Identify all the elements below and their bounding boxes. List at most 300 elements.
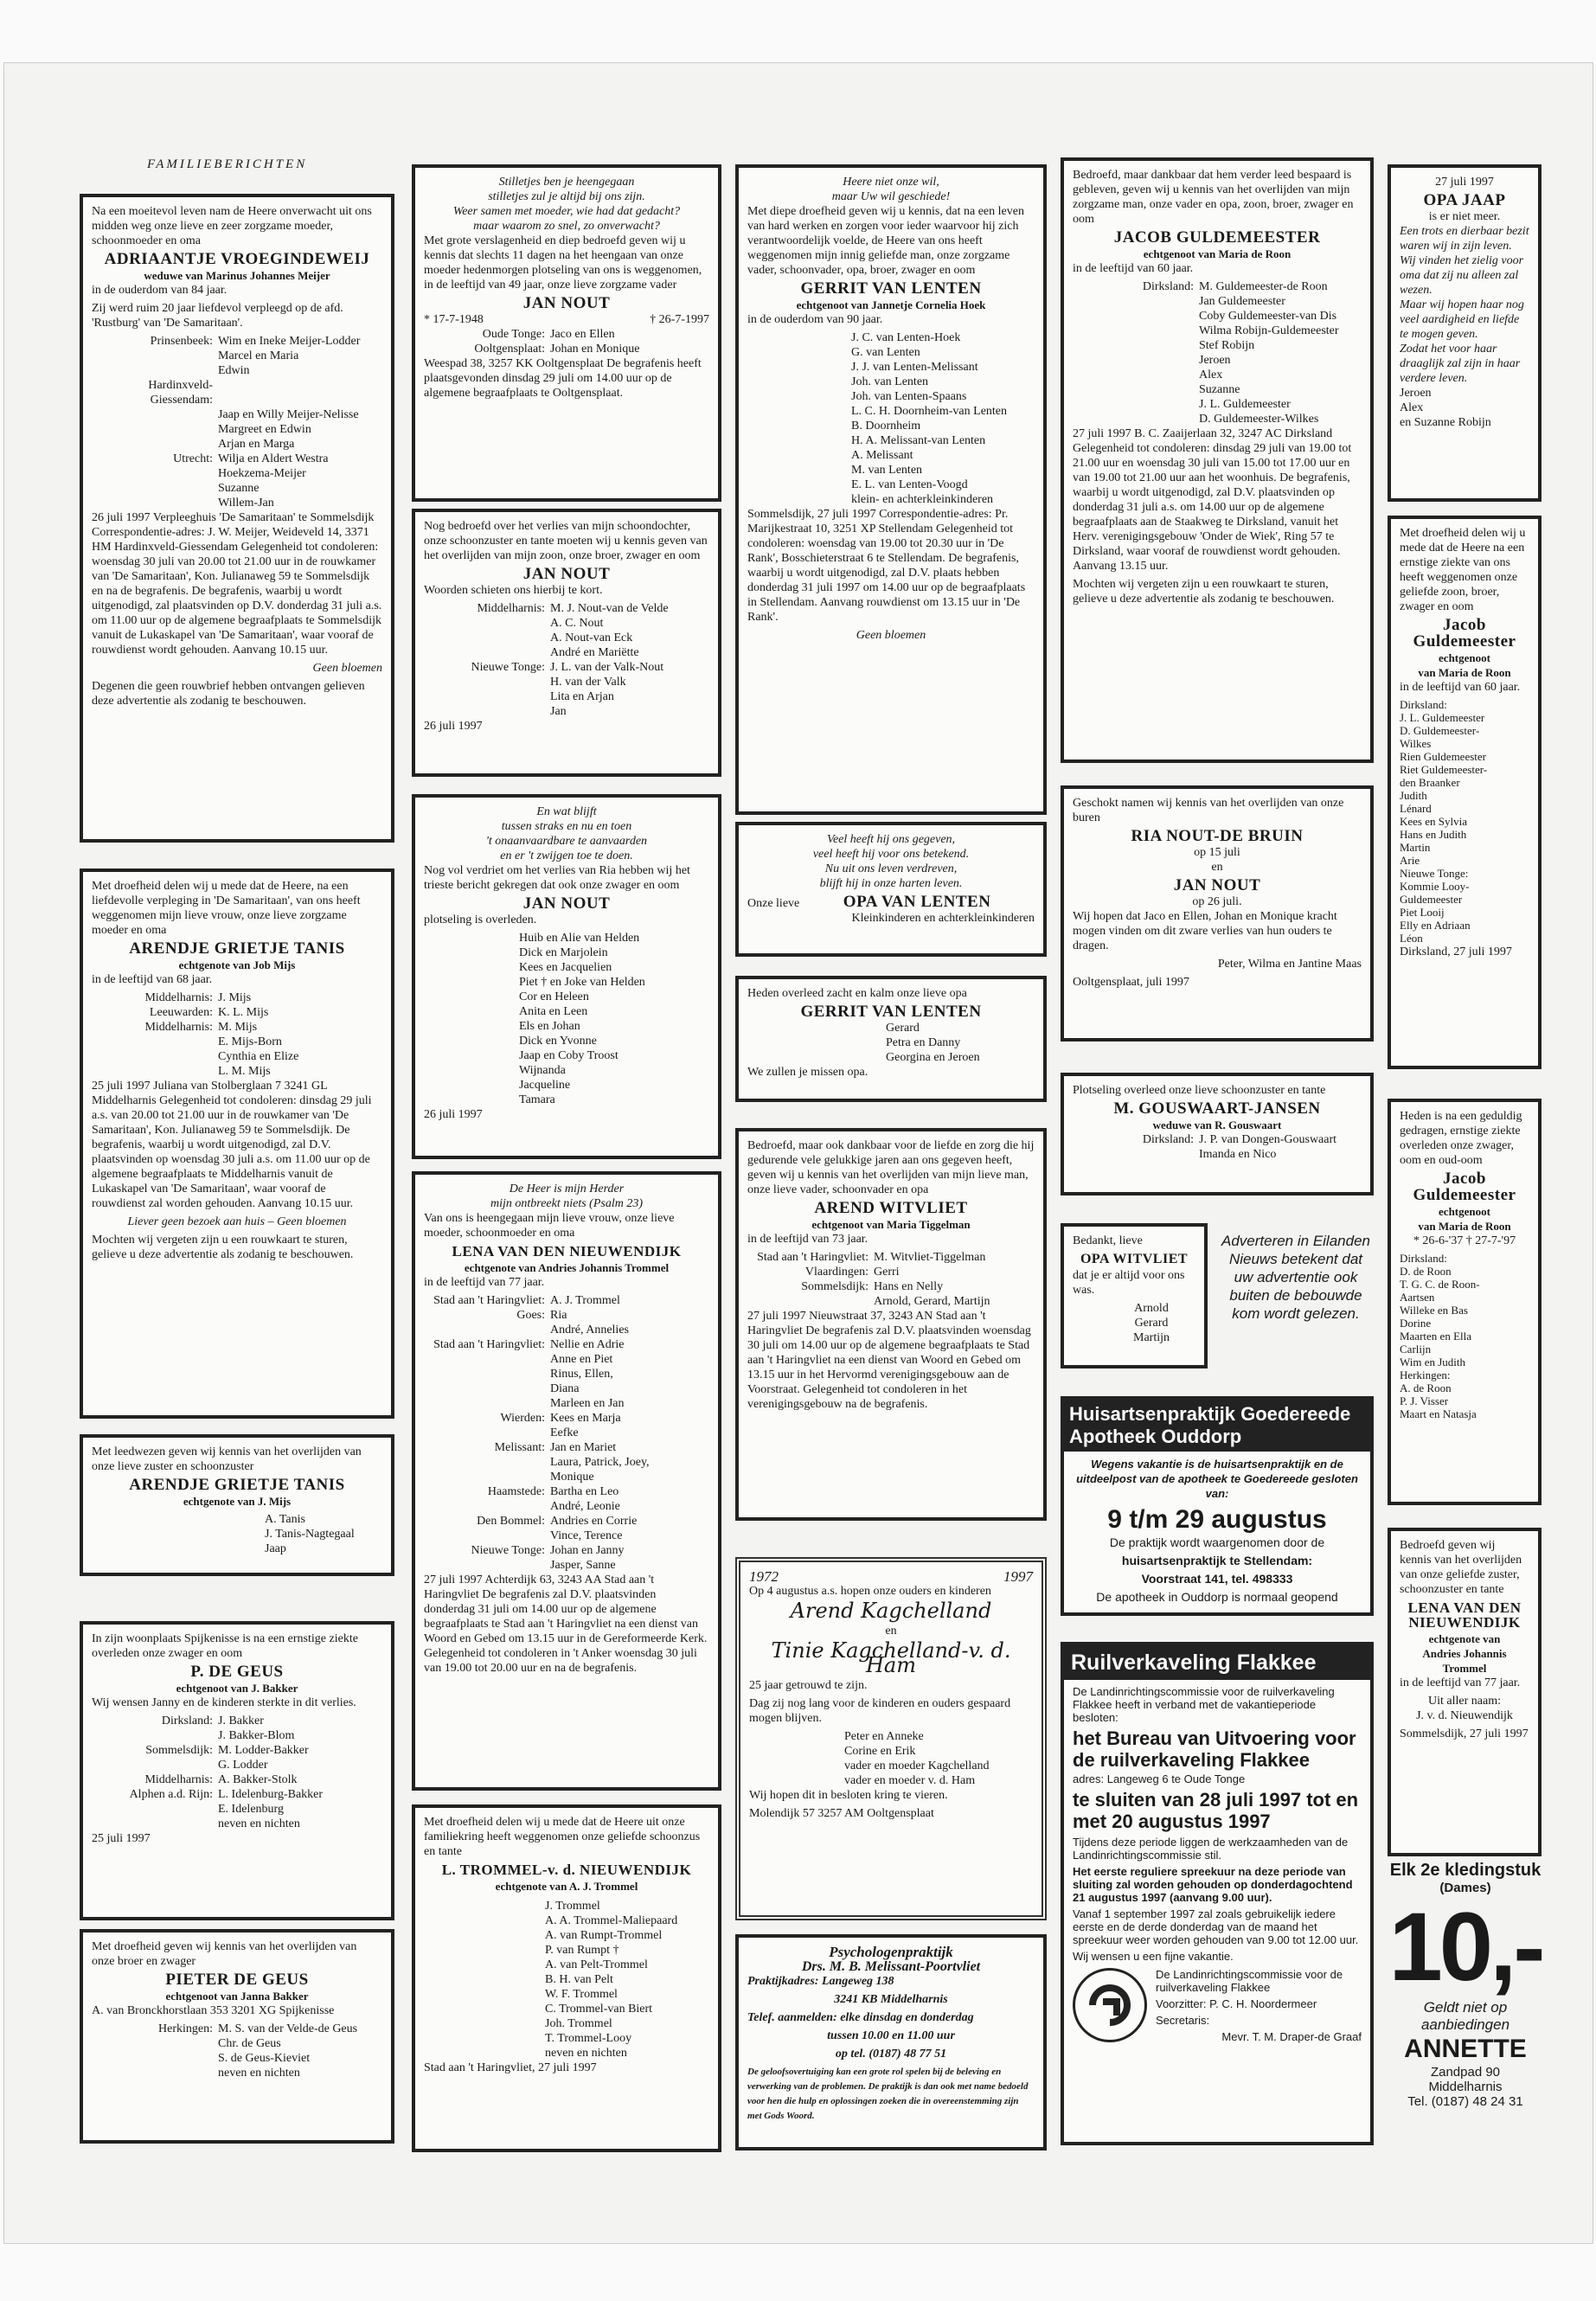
place-label: Wierden: [500,1412,545,1425]
person-name: Jeroen [1199,354,1231,367]
poem [424,804,709,863]
list-item: Veel heeft hij ons gegeven, [826,833,956,846]
replacement-address: Voorstraat 141, tel. 498333 [1141,1572,1293,1586]
person-name: Nellie en Adrie [550,1338,625,1351]
person-name [218,378,382,407]
family-line: Peter, Wilma en Jantine Maas [1217,958,1362,971]
person-name: Monique [550,1471,594,1484]
family-row [424,1367,709,1381]
vacation-wish: Wij wensen u een fijne vakantie. [1073,1950,1234,1963]
list-item: Martijn [1133,1331,1170,1344]
family-row [92,1787,382,1802]
person-name: Suzanne [1199,383,1240,396]
place-label [1073,294,1199,309]
offer-note: Geldt niet op aanbiedingen [1420,1999,1510,2033]
person-name: J. P. van Dongen-Gouswaart [1199,1133,1337,1146]
family-row [92,990,382,1005]
body-text: 26 juli 1997 Verpleeghuis 'De Samaritaan' te Sommelsdijk Correspondentie-adres: J. W. Meijer, Weideveld 14, 3371 HM Hardinxveld-Giessendam Gelegenheid tot condoleren: woensdag 30 juli van 20.00 tot 21.00 uur in de rouwkamer van 'De Samaritaan', Kon. Julianaweg 59 te Sommelsdijk en na de begrafenis. De begrafenis, waarbij u wordt uitgenodigd, zal plaatsvinden op D.V. donderdag 31 juli a.s. om 11.00 uur op de algemene begraafplaats te Sommelsdijk vanuit de Lukaskapel van 'De Samaritaan', waar vooraf de rouwdienst wordt gehouden. Aanvang 10.15 uur. [92,511,382,657]
intro-text: Met grote verslagenheid en diep bedroefd geven wij u kennis dat slechts 11 dagen na het heengaan van onze moeder hedenmorgen plotseling van ons is weggenomen, in de leeftijd van 49 jaar, onze lieve zorgzame vader [424,234,702,292]
place-label: Middelharnis: [144,991,213,1004]
family-row [1073,368,1362,382]
family-row [92,1005,382,1020]
family-list [1400,1252,1529,1420]
place-label: Sommelsdijk: [801,1280,869,1293]
deceased-name: L. TROMMEL-v. d. NIEUWENDIJK [441,1862,692,1878]
family-list [92,1714,382,1831]
family-list [545,1899,709,2061]
person-name: Coby Guldemeester-van Dis [1199,310,1337,323]
family-row [92,2036,382,2051]
intro-text: Nog bedroefd over het verlies van mijn schoondochter, onze schoonzuster en tante moeten wij u kennis geven van het overlijden van mijn zoon, onze broer, zwager en oom [424,520,708,562]
list-item: En wat blijft [536,805,597,818]
list-item: T. Trommel-Looy [545,2032,632,2045]
place-label [1073,412,1199,426]
family-row [92,1728,382,1743]
deceased-name: JAN NOUT [522,565,611,583]
place-label [92,1035,218,1049]
list-item: den Braanker [1400,776,1460,789]
place-label [92,466,218,481]
first-name: Jacob [1443,1170,1486,1188]
intro-text: Met leedwezen geven wij kennis van het overlijden van onze lieve zuster en schoonzuster [92,1445,362,1473]
spouse-line: echtgenoot van Maria Tiggelman [811,1218,971,1231]
person-name: S. de Geus-Kieviet [218,2052,311,2065]
work-note: Tijdens deze periode liggen de werkzaamheden van de Landinrichtingscommissie stil. [1073,1836,1349,1862]
person-name: Jan Guldemeester [1199,295,1285,308]
intro-text: In zijn woonplaats Spijkenisse is na een ernstige ziekte overleden onze zwager en oom [92,1632,358,1660]
family-list [747,1250,1035,1309]
list-item: Dirksland: [1400,698,1447,711]
list-item: klein- en achterkleinkinderen [851,493,994,506]
family-row [92,2022,382,2036]
spouse-name-2: Trommel [1442,1662,1487,1675]
office-heading: het Bureau van Uitvoering voor de ruilverkaveling Flakkee [1073,1727,1356,1771]
list-item: vader en moeder Kagchelland [844,1759,990,1772]
family-row [92,466,382,481]
address-line-2: 3241 KB Middelharnis [834,1993,948,2006]
person-name: M. Lodder-Bakker [218,1744,309,1757]
family-list [1107,1301,1195,1345]
list-item: J. Tanis-Nagtegaal [265,1528,355,1541]
list-item: B. Doornheim [851,420,921,433]
age-line: in de ouderdom van 90 jaar. [747,313,883,326]
place-label: Sommelsdijk: [145,1744,213,1757]
footer-text: De geloofsovertuiging kan een grote rol spelen bij de beleving en verwerking van de problemen. De praktijk is dan ook met name bedoeld voor hen die hulp en oplossingen zoeken die in overeenstemming zijn met Gods Woord. [747,2067,1029,2121]
office-address: adres: Langeweg 6 te Oude Tonge [1073,1772,1246,1785]
family-row [92,334,382,349]
year-end: 1997 [1003,1568,1033,1585]
family-row [424,675,709,689]
place-label [1073,324,1199,338]
spouse-label: echtgenoot [1439,651,1490,664]
last-name: Guldemeester [1413,632,1516,651]
family-row [424,1381,709,1396]
place-label [424,1558,550,1573]
list-item: Heere niet onze wil, [843,176,939,189]
list-item: J. L. Guldemeester [1400,711,1485,724]
person-name: Eefke [550,1426,579,1439]
person-name: J. Mijs [218,991,252,1004]
family-row [1073,1147,1362,1162]
person-name: M. S. van der Velde-de Geus [218,2022,358,2035]
age-line: in de leeftijd van 77 jaar. [424,1276,545,1289]
family-row [92,378,382,407]
place-label [92,2036,218,2051]
family-row [92,1049,382,1064]
body-text: dat je er altijd voor ons was. [1073,1269,1185,1297]
flowers-note: Geen bloemen [312,662,382,675]
family-row [92,1035,382,1049]
last-name: Guldemeester [1413,1186,1516,1204]
date-1: op 15 juli [1194,846,1240,859]
name-2: JAN NOUT [1173,876,1261,894]
person-name: Jan [550,705,567,718]
place-label [92,1728,218,1743]
place-label [424,704,550,719]
place-label [92,2066,218,2080]
list-item: Nu uit ons leven verdreven, [824,862,958,875]
notice-opa-witvliet [1061,1223,1208,1368]
list-item: Guldemeester [1400,893,1463,906]
family-row [92,1714,382,1728]
list-item: D. Guldemeester- [1400,724,1480,737]
obituary-jacob-guldemeester [1061,157,1374,763]
spouse-line: echtgenoot van J. Bakker [176,1682,298,1695]
list-item: Dirksland: [1400,1252,1447,1265]
list-item: J. Trommel [545,1900,600,1913]
address-line-2: Middelharnis [1428,2080,1503,2094]
place-label: Dirksland: [161,1715,213,1727]
family-row [1073,294,1362,309]
list-item: Weer samen met moeder, wie had dat gedacht? [452,205,681,218]
place-label: Middelharnis: [144,1773,213,1786]
family-row [92,2051,382,2066]
list-item: Een trots en dierbaar bezit waren wij in zijn leven. [1400,225,1529,253]
born-date: * 17-7-1948 [424,313,484,326]
person-name: J. L. van der Valk-Nout [550,661,664,674]
intro-text: Van ons is heengegaan mijn lieve vrouw, onze lieve moeder, schoonmoeder en oma [424,1212,675,1240]
intro-text: Bedroefd, maar ook dankbaar voor de liefde en zorg die hij gedurende vele gelukkige jaren aan ons gegeven heeft, geven wij u kennis van het overlijden van mijn lieve man, onze lieve vader, schoonvader en opa [747,1139,1035,1196]
spouse-line: echtgenoot van Janna Bakker [165,1990,309,2003]
grandfather-name: OPA JAAP [1423,191,1506,209]
body-text: Sommelsdijk, 27 juli 1997 Correspondentie-adres: Pr. Marijkestraat 10, 3251 XP Stellendam Gelegenheid tot condoleren: woensdag van 19.00 tot 20.30 uur in 'De Rank', Bosschieterstraat 6 te Stellendam. De begrafenis, waarbij u wordt uitgenodigd, zal D.V. plaats hebben donderdag 31 juli 1997 om 14.00 uur op de begraafplaats in Stellendam. Aanvang rouwdienst om 13.15 uur in 'De Rank'. [747,508,1026,624]
family-row [92,1817,382,1831]
pre-text: Onze lieve [747,897,800,910]
person-name: Marcel en Maria [218,349,299,362]
family-list [1073,1132,1362,1162]
list-item: Georgina en Jeroen [886,1051,980,1064]
place-label [424,1381,550,1396]
person-name: Andries en Corrie [550,1515,638,1528]
list-item: Zodat het voor haar draaglijk zal zijn in haar verdere leven. [1400,343,1521,385]
place-label: Alphen a.d. Rijn: [129,1788,213,1801]
family-list [92,334,382,510]
spouse-label: echtgenoot [1439,1205,1490,1218]
deceased-name: GERRIT VAN LENTEN [800,279,982,298]
poem [747,832,1035,891]
obituary-tanis-2 [80,1434,394,1576]
ad-annette [1388,1860,1543,2145]
phone: Tel. (0187) 48 24 31 [1407,2094,1523,2109]
practice-title: Huisartsenpraktijk Goedereede Apotheek Ouddorp [1064,1400,1370,1452]
person-name: A. C. Nout [550,617,604,630]
person-name: Kees en Marja [550,1412,621,1425]
place-label: Den Bommel: [477,1515,545,1528]
year-start: 1972 [749,1568,779,1585]
obituary-pieter-de-geus [80,1929,394,2144]
place-label: Stad aan 't Haringvliet: [433,1294,545,1307]
family-row [92,2066,382,2080]
family-row [424,1293,709,1308]
family-row [424,1411,709,1426]
deceased-name: ADRIAANTJE VROEGINDEWEIJ [104,250,370,268]
schedule-note: Vanaf 1 september 1997 zal zoals gebruikelijk iedere eerste en de derde donderdag van de maand het spreekuur weer worden gehouden van 9.00 tot 12.00 uur. [1073,1907,1359,1946]
family-list [519,931,709,1107]
person-name: Wilja en Aldert Westra [218,452,329,465]
place-label: Oude Tonge: [482,328,545,341]
and-text: en [885,1625,897,1638]
on-behalf-label: Uit aller naam: [1428,1695,1501,1708]
list-item: B. H. van Pelt [545,1973,613,1986]
signature-block [1073,1968,1362,2047]
person-name: J. Bakker [218,1715,264,1727]
list-item: A. van Rumpt-Trommel [545,1929,663,1942]
list-item: L. C. H. Doornheim-van Lenten [851,405,1008,418]
closure-dates: 9 t/m 29 augustus [1107,1505,1327,1534]
age-line: in de ouderdom van 84 jaar. [92,284,228,297]
place-label [424,1352,550,1367]
family-row [1073,353,1362,368]
place-label [1073,368,1199,382]
date-line: Dirksland, 27 juli 1997 [1400,945,1512,958]
family-row [424,342,709,356]
person-name: neven en nichten [218,2067,300,2080]
place-label [92,349,218,363]
intro-text: Heden overleed zacht en kalm onze lieve opa [747,987,967,1000]
grandfather-name: OPA VAN LENTEN [843,893,991,911]
person-name: Rinus, Ellen, [550,1368,613,1381]
place-label: Goes: [516,1309,545,1322]
intro-text: Heden is na een geduldig gedragen, ernstige ziekte overleden onze zwager, oom en oud-oom [1400,1110,1522,1167]
place-label [1073,309,1199,324]
family-list [1073,279,1362,426]
place-label [92,1049,218,1064]
list-item: maar waarom zo snel, zo onverwacht? [473,220,660,233]
spouse-line: echtgenoot van Maria de Roon [1143,247,1292,260]
person-name: Cynthia en Elize [218,1050,299,1063]
list-item: Aartsen [1400,1291,1435,1304]
family-list [265,1512,382,1556]
vacation-notice: Wegens vakantie is de huisartsenpraktijk en de uitdeelpost van de apotheek te Goedereede gesloten van: [1076,1458,1358,1500]
list-item: tussen straks en nu en toen [501,820,632,833]
person-name: Bartha en Leo [550,1485,619,1498]
date-line: Stad aan 't Haringvliet, 27 juli 1997 [424,2061,597,2074]
list-item: Maarten en Ella [1400,1330,1472,1343]
person-name: M. Guldemeester-de Roon [1199,280,1328,293]
place-label [747,1294,874,1309]
body-text: 27 juli 1997 B. C. Zaaijerlaan 32, 3247 AC Dirksland Gelegenheid tot condoleren: dinsdag 29 juli van 19.00 tot 21.00 uur en woensdag 30 juli van 15.00 tot 17.00 uur en van 19.00 tot 21.00 uur aan het woonhuis. De begrafenis, waarbij u wordt uitgenodigd, zal D.V. plaatsvinden op donderdag 31 juli a.s. om 14.00 uur op de algemene begraafplaats aan de Staakweg te Dirksland, vanuit het Herv. verenigingsgebouw 'Onder de Wiek', Ring 57 te Dirksland, waar vooraf de rouwdienst wordt gehouden. Aanvang 13.15 uur. [1073,427,1352,573]
obituary-jacob-guldemeester-2 [1388,516,1542,1069]
list-item: Jeroen [1400,387,1432,400]
body-text: Weespad 38, 3257 KK Ooltgensplaat De begrafenis heeft plaatsgevonden dinsdag 29 juli om 14.00 uur op de algemene begraafplaats te Ooltgensplaat. [424,357,702,400]
person-name: Hans en Nelly [874,1280,944,1293]
date-line: Sommelsdijk, 27 juli 1997 [1400,1727,1529,1740]
list-item: Piet Looij [1400,906,1445,919]
place-label: Prinsenbeek: [150,335,213,348]
anniversary-kagchelland [735,1557,1047,1920]
intro-text: Plotseling overleed onze lieve schoonzuster en tante [1073,1084,1326,1097]
person-name: Anne en Piet [550,1353,613,1366]
person-name: Gerri [874,1266,900,1279]
list-item: en Suzanne Robijn [1400,416,1491,429]
person-name: M. Witvliet-Tiggelman [874,1251,986,1264]
place-label [424,1470,550,1484]
place-label [1073,353,1199,368]
body-text: 27 juli 1997 Nieuwstraat 37, 3243 AN Stad aan 't Haringvliet De begrafenis zal D.V. plaatsvinden woensdag 30 juli om 14.00 uur op de algemene begraafplaats te Stad aan 't Haringvliet na een dienst van Woord en Gebed om 13.15 uur in het Hervormd verenigingsgebouw aan de Voorstraat. Gelegenheid tot condoleren in het verenigingsgebouw na de begrafenis. [747,1310,1031,1411]
list-item: Léon [1400,932,1423,945]
list-item: Huib en Alie van Helden [519,932,640,945]
list-item: A. A. Trommel-Maliepaard [545,1914,678,1927]
replacement-line-2: huisartsenpraktijk te Stellendam: [1121,1554,1313,1567]
family-row [424,1484,709,1499]
place-label [1073,1147,1199,1162]
family-row [92,1020,382,1035]
list-item: Cor en Heleen [519,990,589,1003]
family-row [424,1455,709,1470]
place-label: Leeuwarden: [149,1006,213,1019]
practice-title: Psychologenpraktijk [829,1944,953,1960]
spouse-label: echtgenote van [1428,1632,1501,1645]
list-item: Rien Guldemeester [1400,750,1486,763]
family-row [1073,397,1362,412]
family-row [747,1294,1035,1309]
spouse-line: weduwe van R. Gouswaart [1152,1118,1282,1131]
person-name: André, Annelies [550,1324,629,1336]
place-label [424,616,550,631]
place-label: Utrecht: [173,452,213,465]
person-name: Willem-Jan [218,497,274,510]
list-item: Dick en Yvonne [519,1035,597,1048]
obituary-jan-nout-3 [412,794,721,1159]
poem [424,1182,709,1211]
list-item: M. van Lenten [851,464,923,477]
list-item: Elly en Adriaan [1400,919,1471,932]
husband-name: Arend Kagchelland [790,1599,992,1623]
ad-ruilverkaveling-flakkee [1061,1642,1374,2145]
offer-sub: (Dames) [1439,1881,1491,1895]
obituary-gerrit-van-lenten [735,164,1047,815]
family-list [424,601,709,719]
age-line: in de leeftijd van 68 jaar. [92,973,213,986]
list-item: Joh. Trommel [545,2017,612,2030]
place-label: Dirksland: [1142,280,1194,293]
family-list [92,990,382,1079]
person-name: A. Nout-van Eck [550,631,633,644]
place-label: Nieuwe Tonge: [471,1544,545,1557]
family-row [1073,412,1362,426]
family-row [1073,279,1362,294]
footer-text: Degenen die geen rouwbrief hebben ontvangen gelieven deze advertentie als zodanig te beschouwen. [92,680,365,708]
deceased-name: JAN NOUT [522,894,611,913]
family-row [92,452,382,466]
person-name: L. Idelenburg-Bakker [218,1788,324,1801]
family-row [92,407,382,422]
family-row [424,1426,709,1440]
family-row [92,1758,382,1772]
landinrichting-logo [1073,1968,1147,2042]
place-label [92,481,218,496]
intro-text: Geschokt namen wij kennis van het overlijden van onze buren [1073,797,1344,824]
family-row [424,704,709,719]
closure-period: te sluiten van 28 juli 1997 tot en met 20 augustus 1997 [1073,1789,1359,1832]
list-item: Kees en Sylvia [1400,815,1467,828]
person-name: J. L. Guldemeester [1199,398,1291,411]
date-line: Ooltgensplaat, juli 1997 [1073,976,1189,989]
place-label [92,437,218,452]
person-name: André, Leonie [550,1500,620,1513]
ad-title: Ruilverkaveling Flakkee [1064,1645,1370,1680]
deceased-name: P. DE GEUS [190,1663,284,1681]
name-1: RIA NOUT-DE BRUIN [1131,827,1304,845]
obituary-vroegindeweij [80,194,394,843]
address-line-1: Praktijkadres: Langeweg 138 [747,1975,894,1988]
family-line: Kleinkinderen en achterkleinkinderen [851,912,1035,925]
person-name: Jaco en Ellen [550,328,615,341]
family-row [1073,324,1362,338]
person-name: D. Guldemeester-Wilkes [1199,413,1319,426]
list-item: vader en moeder v. d. Ham [844,1774,976,1787]
person-name: Diana [550,1382,580,1395]
date-line: 25 juli 1997 [92,1832,151,1845]
person-name: Imanda en Nico [1199,1148,1277,1161]
place-label [92,363,218,378]
footer-text: We zullen je missen opa. [747,1066,869,1079]
family-row [92,1064,382,1079]
place-label [424,675,550,689]
sub-line: is er niet meer. [1428,210,1501,223]
deceased-name: GERRIT VAN LENTEN [800,1003,982,1021]
spouse-line: echtgenote van Andries Johannis Trommel [464,1261,670,1274]
list-item: E. L. van Lenten-Voogd [851,478,968,491]
list-item: Judith [1400,789,1427,802]
spouse-line: echtgenoot van Jannetje Cornelia Hoek [796,298,986,311]
age-line: in de leeftijd van 60 jaar. [1400,681,1521,694]
list-item: Els en Johan [519,1020,580,1033]
family-row [92,481,382,496]
family-row [92,496,382,510]
person-name: Edwin [218,364,250,377]
family-row [424,1514,709,1529]
obituary-jacob-guldemeester-3 [1388,1099,1542,1505]
person-name: J. Bakker-Blom [218,1729,295,1742]
list-item: Herkingen: [1400,1368,1451,1381]
place-label [424,1426,550,1440]
spouse-line: weduwe van Marinus Johannes Meijer [144,269,330,282]
notice-opa-van-lenten [735,822,1047,957]
family-list [1400,698,1529,945]
place-label: Haamstede: [487,1485,545,1498]
secretary-label: Secretaris: [1156,2014,1210,2027]
note-text: plotseling is overleden. [424,913,537,926]
date-2: op 26 juli. [1192,895,1242,908]
list-item: Lénard [1400,802,1432,815]
list-item: P. J. Visser [1400,1394,1449,1407]
family-row [424,327,709,342]
spouse-line: echtgenote van Job Mijs [178,958,296,971]
place-label: Stad aan 't Haringvliet: [757,1251,869,1264]
family-row [424,601,709,616]
family-row [424,1337,709,1352]
